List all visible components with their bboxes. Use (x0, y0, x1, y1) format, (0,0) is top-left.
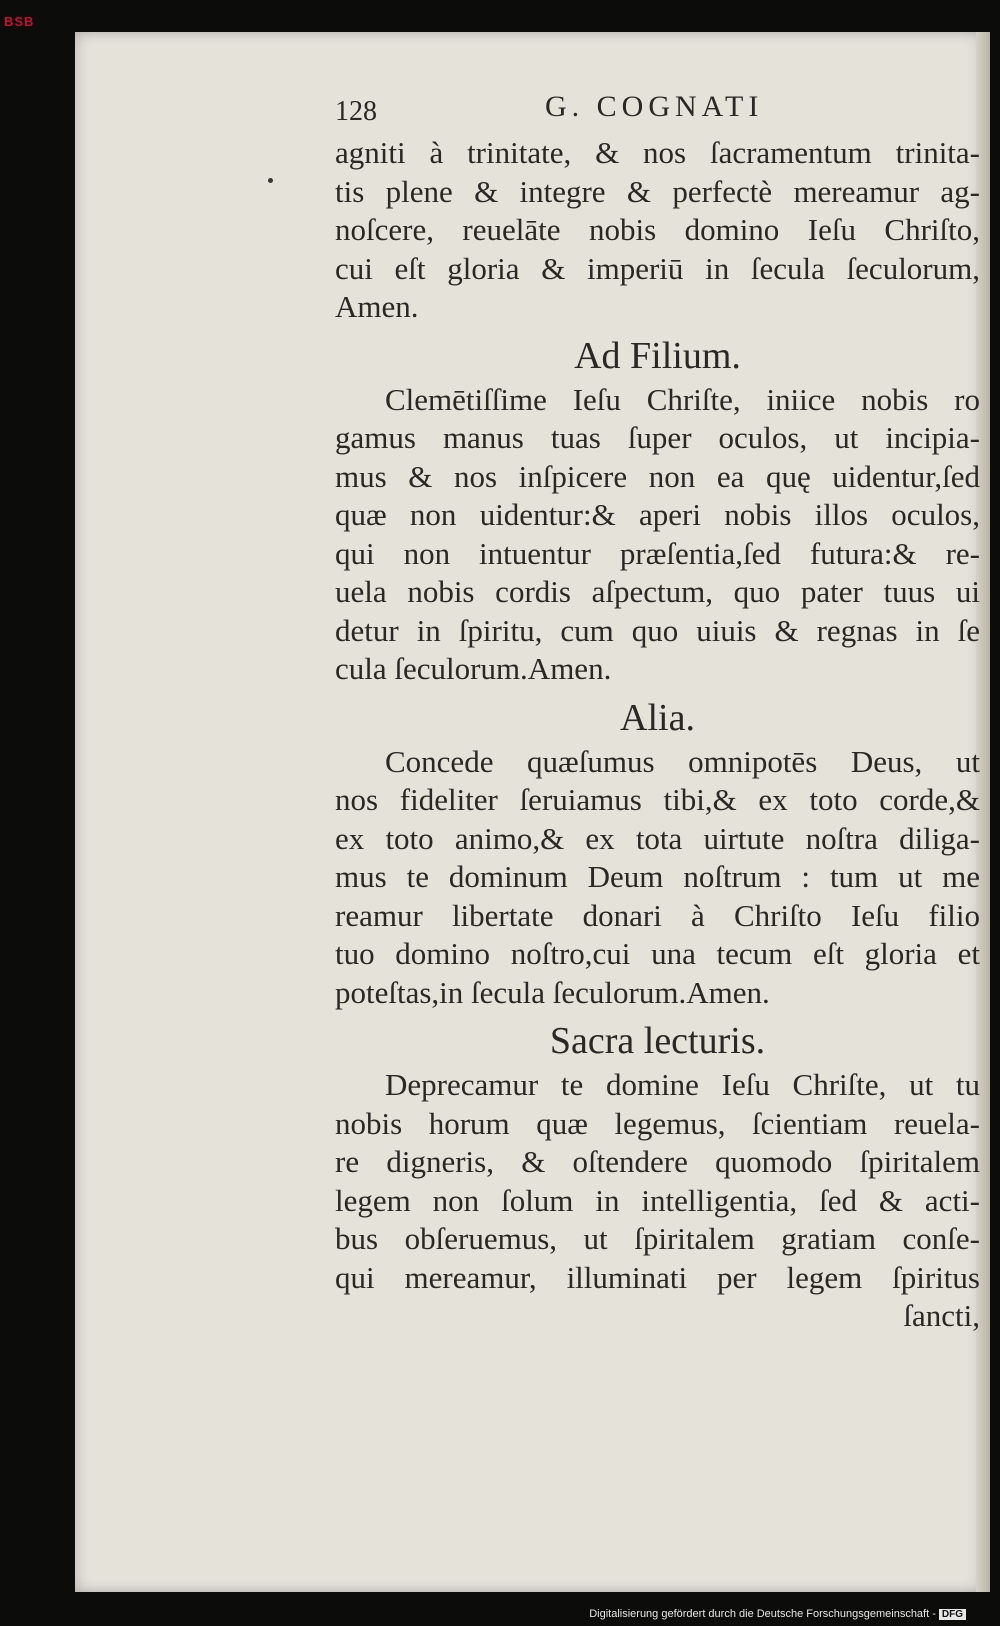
paragraph (335, 743, 980, 1013)
section-heading: Alia. (620, 696, 695, 739)
text-line: Deprecamur te domine Ieſu Chriſte, ut tu (385, 1067, 980, 1102)
paragraph (335, 134, 980, 327)
text-line: noſcere, reuelāte nobis domino Ieſu Chriſto, (335, 212, 980, 247)
credit-text: Digitalisierung gefördert durch die Deutsche Forschungsgemeinschaft - (589, 1608, 936, 1620)
text-line: nobis horum quæ legemus, ſcientiam reuela- (335, 1105, 980, 1141)
text-line: gamus manus tuas ſuper oculos, ut incipia- (335, 420, 980, 455)
running-head-title: G. COGNATI (545, 90, 764, 123)
text-line: Amen. (335, 289, 419, 324)
bsb-library-logo: BSB (4, 14, 35, 29)
dfg-logo: DFG (939, 1609, 966, 1620)
text-line: re digneris, & oſtendere quomodo ſpiritalem (335, 1144, 980, 1179)
text-line: uela nobis cordis aſpectum, quo pater tuus ui (335, 574, 980, 609)
text-line: mus te dominum Deum noſtrum : tum ut me (335, 859, 980, 894)
text-line: bus obſeruemus, ut ſpiritalem gratiam conſe- (335, 1221, 980, 1256)
text-line: quæ non uidentur:& aperi nobis illos oculos, (335, 497, 980, 532)
section-heading: Sacra lecturis. (549, 1020, 766, 1062)
paragraph (335, 381, 980, 689)
page-text (335, 90, 980, 1335)
text-line: poteſtas,in ſecula ſeculorum.Amen. (335, 974, 770, 1010)
paragraph (335, 1066, 980, 1297)
text-line: agniti à trinitate, & nos ſacramentum trinita- (335, 135, 980, 170)
ink-spot (268, 178, 273, 183)
text-line: cui eſt gloria & imperiū in ſecula ſeculorum, (335, 250, 980, 286)
text-line: nos fideliter ſeruiamus tibi,& ex toto corde,& (335, 782, 980, 817)
text-line: reamur libertate donari à Chriſto Ieſu filio (335, 897, 980, 933)
text-line: ex toto animo,& ex tota uirtute noſtra diliga- (335, 820, 980, 856)
body-text (335, 134, 980, 1297)
text-line: tis plene & integre & perfectè mereamur ag- (335, 173, 980, 209)
text-line: legem non ſolum in intelligentia, ſed & acti- (335, 1182, 980, 1218)
text-line: qui mereamur, illuminati per legem ſpiritus (335, 1259, 980, 1295)
text-line: qui non intuentur præſentia,ſed futura:& re- (335, 535, 980, 571)
text-line: Clemētiſſime Ieſu Chriſte, iniice nobis ro (385, 381, 980, 417)
page-number: 128 (335, 96, 377, 127)
digitization-credit (589, 1608, 966, 1620)
text-line: cula ſeculorum.Amen. (335, 651, 612, 686)
text-line: tuo domino noſtro,cui una tecum eſt gloria et (335, 936, 980, 971)
text-line: Concede quæſumus omnipotēs Deus, ut (385, 743, 980, 779)
section-heading: Ad Filium. (574, 334, 741, 377)
catchword: ſancti, (903, 1298, 980, 1333)
running-head (335, 90, 980, 134)
text-line: mus & nos inſpicere non ea quę uidentur,ſed (335, 458, 980, 494)
text-line: detur in ſpiritu, cum quo uiuis & regnas in ſe (335, 612, 980, 648)
